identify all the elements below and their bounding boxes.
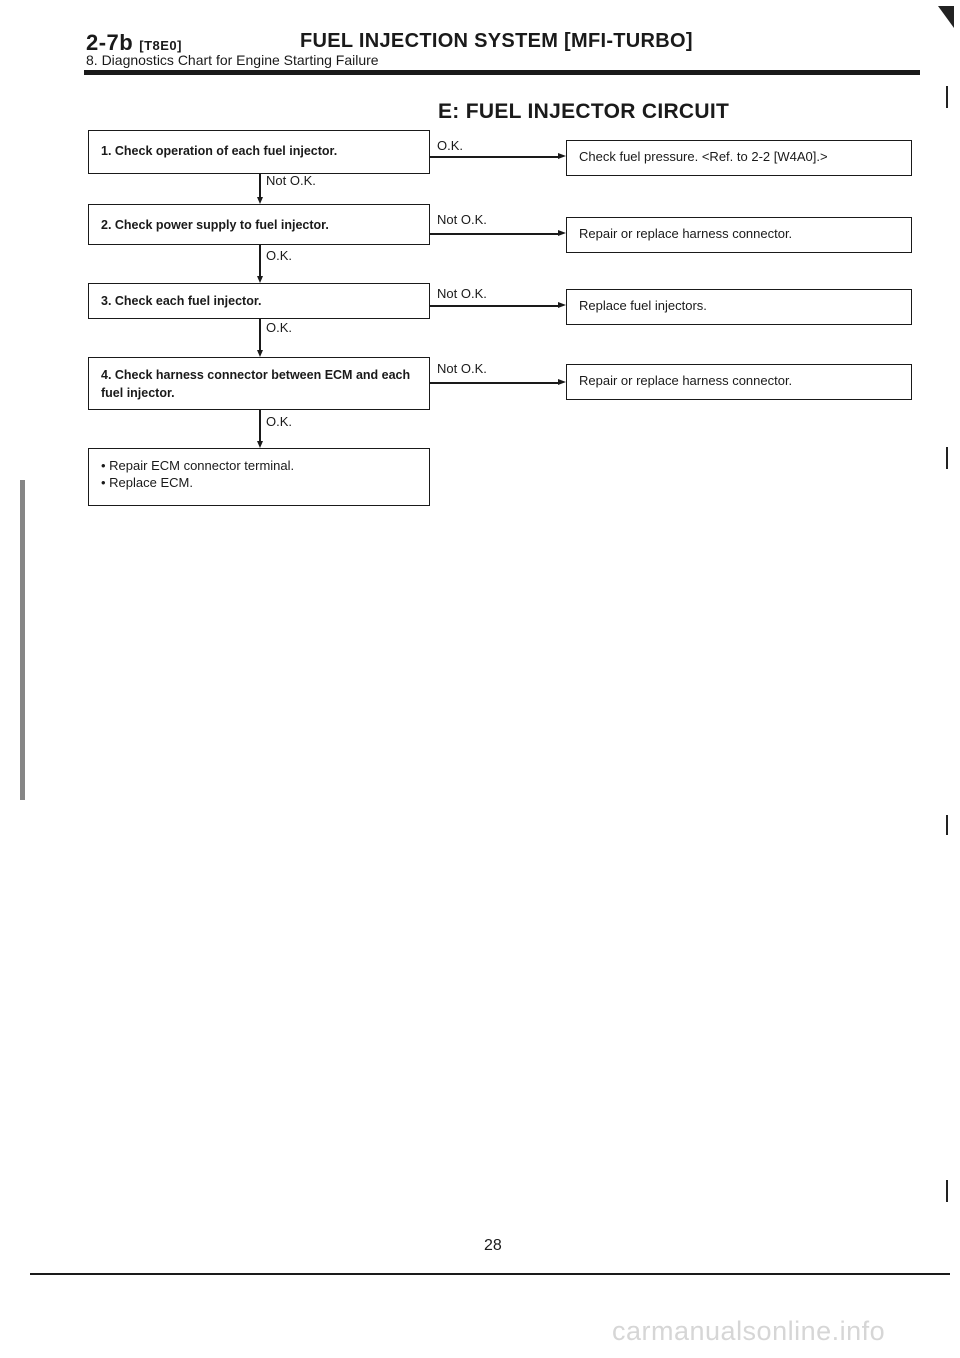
page-number: 28 xyxy=(484,1237,502,1254)
connector-4-final xyxy=(259,410,261,442)
section-code: [T8E0] xyxy=(139,38,182,53)
scan-paren-mark xyxy=(946,815,948,835)
arrow-down-icon xyxy=(257,197,263,204)
connector-1-2 xyxy=(259,174,261,198)
arrow-right-icon xyxy=(558,230,566,236)
result-text-2: Repair or replace harness connector. xyxy=(579,226,793,241)
branch-line-1 xyxy=(430,156,560,158)
step-text-1: 1. Check operation of each fuel injector. xyxy=(101,144,338,158)
branch-line-3 xyxy=(430,305,560,307)
arrow-down-icon xyxy=(257,350,263,357)
down-label-3: O.K. xyxy=(266,320,293,335)
step-text-3: 3. Check each fuel injector. xyxy=(101,294,262,308)
page-title: FUEL INJECTION SYSTEM [MFI-TURBO] xyxy=(300,30,693,52)
section-title: E: FUEL INJECTOR CIRCUIT xyxy=(438,100,730,123)
scan-corner-mark xyxy=(938,6,954,28)
arrow-right-icon xyxy=(558,379,566,385)
section-number: 2-7b [T8E0] xyxy=(86,30,182,55)
branch-line-2 xyxy=(430,233,560,235)
step-box-1 xyxy=(88,130,430,174)
final-action-1: • Repair ECM connector terminal. xyxy=(101,458,295,473)
connector-2-3 xyxy=(259,245,261,277)
scan-paren-mark xyxy=(946,1180,948,1202)
side-label-2: Not O.K. xyxy=(437,212,487,227)
arrow-down-icon xyxy=(257,441,263,448)
result-box-3 xyxy=(566,289,912,325)
side-label-4: Not O.K. xyxy=(437,361,487,376)
arrow-right-icon xyxy=(558,302,566,308)
result-text-4: Repair or replace harness connector. xyxy=(579,373,793,388)
site-watermark: carmanualsonline.info xyxy=(612,1316,886,1346)
step-box-4 xyxy=(88,357,430,410)
result-box-4 xyxy=(566,364,912,400)
down-label-2: O.K. xyxy=(266,248,293,263)
step-box-3 xyxy=(88,283,430,319)
down-label-4: O.K. xyxy=(266,414,293,429)
footer-divider xyxy=(30,1273,950,1275)
step-text-4: 4. Check harness connector between ECM and each fuel injector. xyxy=(101,368,411,400)
arrow-down-icon xyxy=(257,276,263,283)
result-box-1 xyxy=(566,140,912,176)
final-action-box xyxy=(88,448,430,506)
down-label-1: Not O.K. xyxy=(266,173,316,188)
result-box-2 xyxy=(566,217,912,253)
side-label-1: O.K. xyxy=(437,138,464,153)
scan-edge-shadow xyxy=(20,480,25,800)
result-text-3: Replace fuel injectors. xyxy=(579,298,707,313)
scan-paren-mark xyxy=(946,447,948,469)
step-box-2 xyxy=(88,204,430,245)
step-text-2: 2. Check power supply to fuel injector. xyxy=(101,218,329,232)
header-divider xyxy=(84,70,920,75)
result-text-1: Check fuel pressure. <Ref. to 2-2 [W4A0].> xyxy=(579,149,828,164)
branch-line-4 xyxy=(430,382,560,384)
connector-3-4 xyxy=(259,319,261,351)
side-label-3: Not O.K. xyxy=(437,286,487,301)
final-action-2: • Replace ECM. xyxy=(101,475,193,490)
page-subtitle: 8. Diagnostics Chart for Engine Starting Failure xyxy=(86,52,379,68)
scan-paren-mark xyxy=(946,86,948,108)
arrow-right-icon xyxy=(558,153,566,159)
